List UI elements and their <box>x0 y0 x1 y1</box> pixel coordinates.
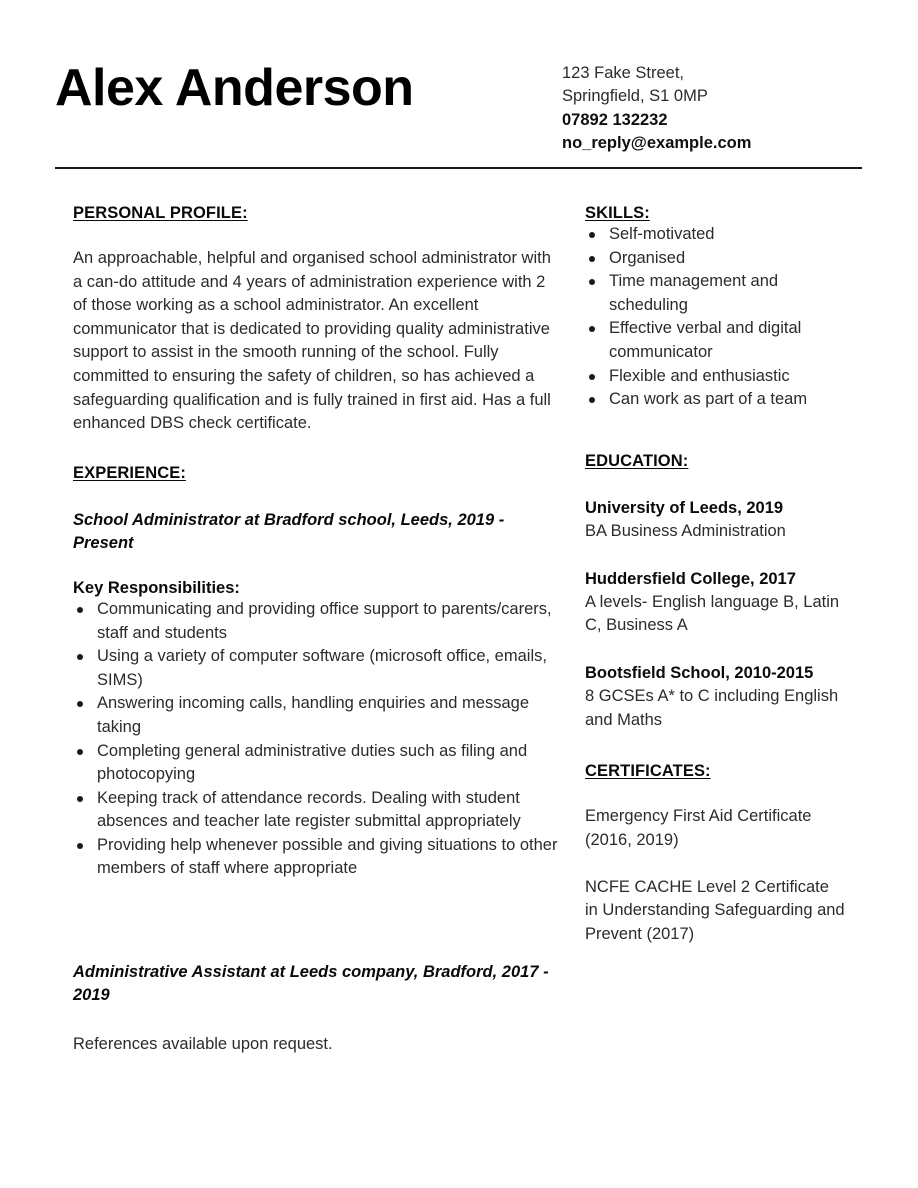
contact-block <box>562 52 862 156</box>
header-divider <box>55 167 862 169</box>
job-title-2: Administrative Assistant at Leeds company, Bradford, 2017 - 2019 <box>73 963 549 1005</box>
list-item: Using a variety of computer software (microsoft office, emails, SIMS) <box>73 645 561 692</box>
section-heading-skills: SKILLS: <box>585 204 650 222</box>
education-school: University of Leeds, 2019 <box>585 498 784 517</box>
list-item: Self-motivated <box>585 223 845 247</box>
list-item: Flexible and enthusiastic <box>585 365 845 389</box>
list-item: Organised <box>585 247 845 271</box>
certificate-item: NCFE CACHE Level 2 Certificate in Understanding Safeguarding and Prevent (2017) <box>585 877 845 943</box>
list-item: Can work as part of a team <box>585 388 845 412</box>
section-heading-education: EDUCATION: <box>585 451 689 470</box>
personal-profile-text: An approachable, helpful and organised school administrator with a can-do attitude and 4 years of administration experience with 2 of those working as a school administrator. An excellent communicator that is dedicated to providing quality administrative support to assist in the smooth running of the school. Fully committed to ensuring the safety of children, so has achieved a safeguarding qualification and is fully trained in first aid. Has a full enhanced DBS check certificate. <box>73 249 551 433</box>
resume-header <box>55 52 862 156</box>
references-note: References available upon request. <box>73 1035 333 1054</box>
list-item: Time management and scheduling <box>585 270 845 317</box>
education-school: Huddersfield College, 2017 <box>585 569 796 588</box>
resume-body <box>0 204 918 1057</box>
education-entry <box>585 568 845 638</box>
job-title-1: School Administrator at Bradford school, Leeds, 2019 - Present <box>73 510 505 552</box>
contact-address-line-2: Springfield, S1 0MP <box>562 87 708 106</box>
left-column <box>73 204 573 1057</box>
list-item: Providing help whenever possible and giving situations to other members of staff where appropriate <box>73 834 561 881</box>
section-heading-personal-profile: PERSONAL PROFILE: <box>73 204 248 222</box>
list-item: Answering incoming calls, handling enquiries and message taking <box>73 692 561 739</box>
education-detail: BA Business Administration <box>585 522 786 541</box>
list-item: Communicating and providing office support to parents/carers, staff and students <box>73 598 561 645</box>
contact-email: no_reply@example.com <box>562 134 752 153</box>
education-detail: A levels- English language B, Latin C, Business A <box>585 593 840 635</box>
education-entry <box>585 662 845 732</box>
contact-phone: 07892 132232 <box>562 110 668 129</box>
list-item: Keeping track of attendance records. Dealing with student absences and teacher late register submittal appropriately <box>73 787 561 834</box>
responsibilities-list <box>73 598 561 881</box>
skills-list <box>585 223 845 412</box>
right-column <box>585 204 845 946</box>
section-heading-certificates: CERTIFICATES: <box>585 762 711 781</box>
key-responsibilities-heading: Key Responsibilities: <box>73 578 240 597</box>
education-entry <box>585 497 845 544</box>
section-heading-experience: EXPERIENCE: <box>73 463 186 482</box>
list-item: Completing general administrative duties such as filing and photocopying <box>73 740 561 787</box>
education-detail: 8 GCSEs A* to C including English and Maths <box>585 687 839 729</box>
list-item: Effective verbal and digital communicator <box>585 317 845 364</box>
education-school: Bootsfield School, 2010-2015 <box>585 663 814 682</box>
certificate-item: Emergency First Aid Certificate (2016, 2019) <box>585 807 812 849</box>
contact-address-line-1: 123 Fake Street, <box>562 64 684 82</box>
page-title: Alex Anderson <box>55 59 414 117</box>
